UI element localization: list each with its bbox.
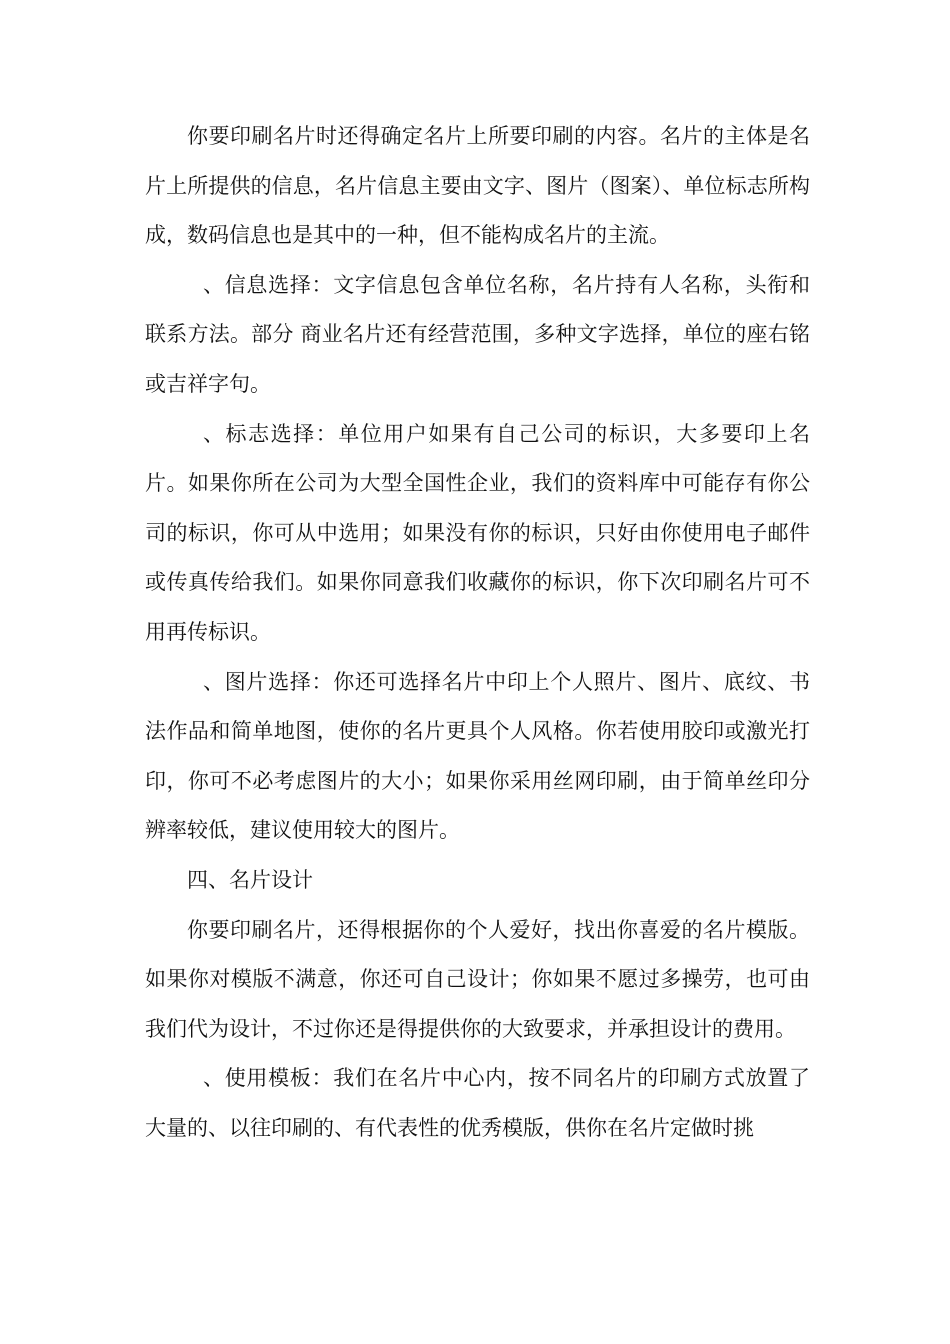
section-heading-design: 四、名片设计 (187, 867, 313, 892)
paragraph-info-selection: 、信息选择：文字信息包含单位名称，名片持有人名称，头衔和联系方法。部分 商业名片还有经营范围，多种文字选择，单位的座右铭或吉祥字句。 (145, 272, 810, 396)
paragraph-logo-selection: 、标志选择：单位用户如果有自己公司的标识，大多要印上名片。如果你所在公司为大型全国性企业，我们的资料库中可能存有你公司的标识，你可从中选用；如果没有你的标识，只好由你使用电子邮件或传真传给我们。如果你同意我们收藏你的标识，你下次印刷名片可不用再传标识。 (145, 421, 810, 644)
paragraph-use-template: 、使用模板：我们在名片中心内，按不同名片的印刷方式放置了大量的、以往印刷的、有代表性的优秀模版，供你在名片定做时挑 (145, 1066, 810, 1140)
paragraph-image-selection: 、图片选择：你还可选择名片中印上个人照片、图片、底纹、书法作品和简单地图，使你的名片更具个人风格。你若使用胶印或激光打印，你可不必考虑图片的大小；如果你采用丝网印刷，由于简单丝印分辨率较低，建议使用较大的图片。 (145, 669, 810, 843)
paragraph-design-intro: 你要印刷名片，还得根据你的个人爱好，找出你喜爱的名片模版。如果你对模版不满意，你还可自己设计；你如果不愿过多操劳，也可由我们代为设计，不过你还是得提供你的大致要求，并承担设计的费用。 (145, 917, 810, 1041)
document-body (145, 112, 810, 1153)
paragraph-intro: 你要印刷名片时还得确定名片上所要印刷的内容。名片的主体是名片上所提供的信息，名片信息主要由文字、图片（图案）、单位标志所构成，数码信息也是其中的一种，但不能构成名片的主流。 (145, 124, 810, 248)
